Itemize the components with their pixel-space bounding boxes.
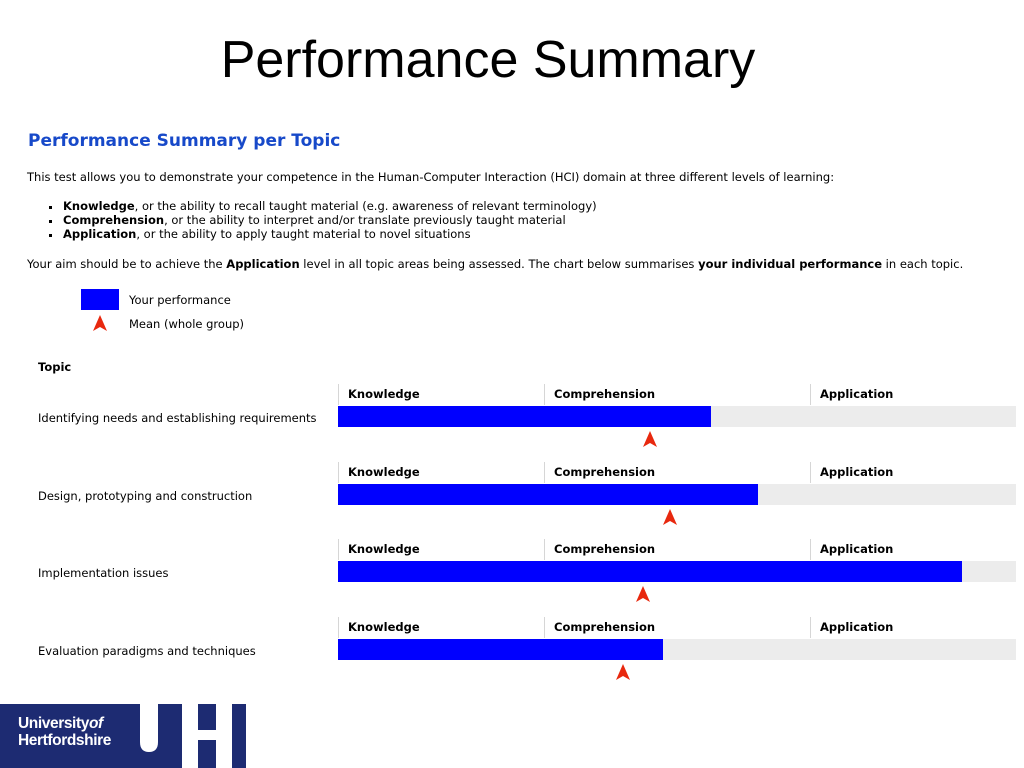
level-label: Comprehension (544, 617, 810, 638)
topic-label: Identifying needs and establishing requirements (38, 411, 317, 425)
list-item (48, 199, 597, 213)
topic-label: Design, prototyping and construction (38, 488, 253, 503)
hertfordshire-word: Hertfordshire (18, 732, 111, 749)
performance-bar (338, 406, 711, 427)
level-label: Application (810, 617, 1016, 638)
intro-text: This test allows you to demonstrate your competence in the Human-Computer Interaction (HCI) domain at three different levels of learning: (27, 170, 835, 184)
mean-marker (616, 664, 630, 680)
topic-label: Implementation issues (38, 566, 169, 580)
level-header-row (338, 384, 1016, 405)
level-label: Application (810, 384, 1016, 405)
aim-emphasis: Application (226, 257, 300, 271)
topic-label: Evaluation paradigms and techniques (38, 643, 256, 658)
level-description: , or the ability to recall taught material (e.g. awareness of relevant terminology) (134, 199, 597, 213)
level-term: Application (63, 227, 137, 241)
level-label: Knowledge (338, 539, 544, 560)
university-of: of (88, 715, 103, 732)
performance-track (338, 639, 1016, 660)
performance-bar (338, 561, 962, 582)
section-heading: Performance Summary per Topic (28, 131, 341, 151)
performance-track (338, 561, 1016, 582)
aim-part: in each topic. (882, 257, 964, 271)
level-label: Application (810, 539, 1016, 560)
legend-mean-label: Mean (whole group) (129, 317, 245, 331)
list-item (48, 227, 597, 241)
aim-part: Your aim should be to achieve the (27, 257, 227, 271)
uh-logo (124, 704, 246, 768)
mean-marker (643, 431, 657, 447)
legend-performance-swatch (81, 289, 119, 310)
level-label: Knowledge (338, 384, 544, 405)
level-header-row (338, 617, 1016, 638)
mean-marker (663, 509, 677, 525)
level-label: Knowledge (338, 617, 544, 638)
level-header-row (338, 539, 1016, 560)
level-description: , or the ability to interpret and/or translate previously taught material (164, 213, 566, 227)
performance-bar (338, 484, 758, 505)
aim-emphasis: your individual performance (698, 257, 883, 271)
level-term: Knowledge (63, 199, 135, 213)
performance-bar (338, 639, 663, 660)
level-term: Comprehension (63, 213, 165, 227)
level-header-row (338, 462, 1016, 483)
aim-part: level in all topic areas being assessed. The chart below summarises (299, 257, 699, 271)
level-description: , or the ability to apply taught material to novel situations (136, 227, 471, 241)
aim-text (27, 257, 963, 271)
university-name (18, 715, 111, 749)
mean-marker-icon (93, 315, 107, 331)
topic-column-header: Topic (38, 360, 72, 374)
level-label: Comprehension (544, 539, 810, 560)
level-label: Application (810, 462, 1016, 483)
level-label: Comprehension (544, 384, 810, 405)
slide-title: Performance Summary (220, 31, 756, 89)
level-label: Comprehension (544, 462, 810, 483)
level-label: Knowledge (338, 462, 544, 483)
learning-levels-list (48, 199, 597, 241)
list-item (48, 213, 597, 227)
university-word: University (18, 715, 89, 732)
performance-track (338, 484, 1016, 505)
performance-track (338, 406, 1016, 427)
legend-performance-label: Your performance (129, 293, 231, 307)
mean-marker (636, 586, 650, 602)
